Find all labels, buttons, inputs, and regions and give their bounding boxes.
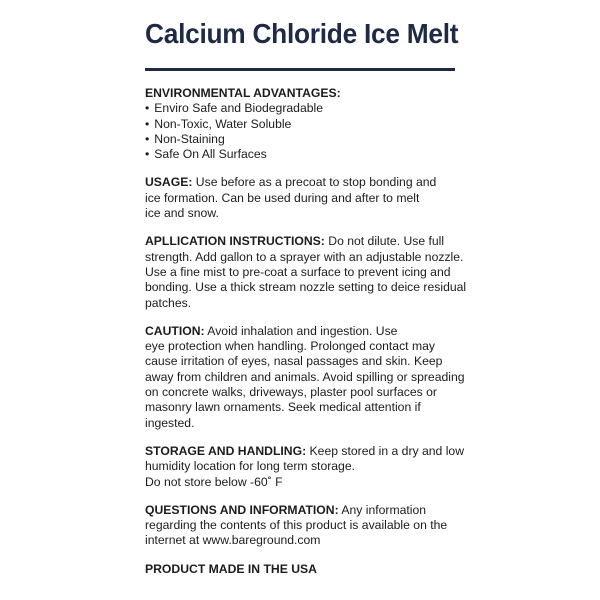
caution-text: Avoid inhalation and ingestion. Use xyxy=(204,323,398,338)
application-text: Do not dilute. Use full xyxy=(324,234,445,249)
product-title: Calcium Chloride Ice Melt xyxy=(145,18,459,49)
environmental-heading: ENVIRONMENTAL ADVANTAGES: xyxy=(145,86,341,100)
application-text: strength. Add gallon to a sprayer with an adjustable nozzle. xyxy=(145,249,464,264)
caution-text: away from children and animals. Avoid spilling or spreading xyxy=(145,369,465,384)
questions-text: regarding the contents of this product is available on the xyxy=(145,518,448,533)
storage-heading: STORAGE AND HANDLING: xyxy=(145,443,307,458)
usage-text: Use before as a precoat to stop bonding and xyxy=(192,175,437,190)
caution-text: on concrete walks, driveways, plaster pool surfaces or xyxy=(145,385,437,400)
application-heading: APLLICATION INSTRUCTIONS: xyxy=(145,234,325,249)
environmental-section xyxy=(145,86,475,162)
questions-heading: QUESTIONS AND INFORMATION: xyxy=(145,502,339,517)
label-content xyxy=(145,86,475,577)
usage-heading: USAGE: xyxy=(145,175,193,190)
application-text: patches. xyxy=(145,295,192,310)
storage-text: Keep stored in a dry and low xyxy=(306,443,465,458)
caution-text: ingested. xyxy=(145,415,195,430)
caution-text: masonry lawn ornaments. Seek medical attention if xyxy=(145,400,421,415)
environmental-list xyxy=(145,101,475,162)
title-divider xyxy=(145,68,455,71)
usage-text: ice formation. Can be used during and after to melt xyxy=(145,190,420,205)
storage-section xyxy=(145,444,475,490)
usage-section xyxy=(145,175,475,221)
questions-text: Any information xyxy=(338,502,427,517)
application-text: Use a fine mist to pre-coat a surface to prevent icing and xyxy=(145,264,451,279)
made-in-usa: PRODUCT MADE IN THE USA xyxy=(145,561,317,576)
storage-text: humidity location for long term storage. xyxy=(145,459,355,474)
list-item: • Enviro Safe and Biodegradable xyxy=(145,101,475,116)
questions-text: internet at www.bareground.com xyxy=(145,533,321,548)
list-item: • Safe On All Surfaces xyxy=(145,147,475,162)
application-section xyxy=(145,234,475,310)
list-item: • Non-Toxic, Water Soluble xyxy=(145,117,475,132)
caution-section xyxy=(145,324,475,431)
caution-text: eye protection when handling. Prolonged contact may xyxy=(145,339,435,354)
list-item: • Non-Staining xyxy=(145,132,475,147)
application-text: bonding. Use a thick stream nozzle setting to deice residual xyxy=(145,280,467,295)
questions-section xyxy=(145,503,475,549)
usage-text: ice and snow. xyxy=(145,206,219,221)
storage-text: Do not store below -60˚ F xyxy=(145,474,283,489)
caution-text: cause irritation of eyes, nasal passages and skin. Keep xyxy=(145,354,443,369)
caution-heading: CAUTION: xyxy=(145,323,205,338)
